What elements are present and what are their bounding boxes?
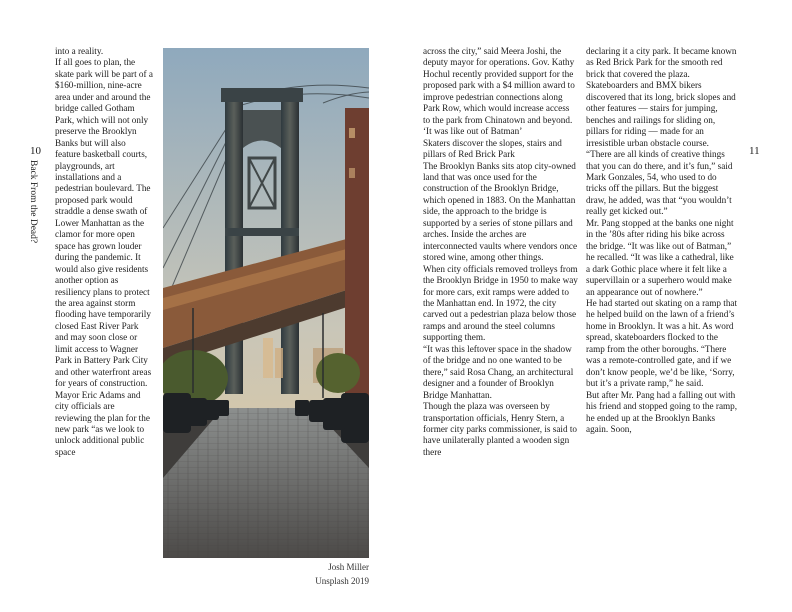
paragraph: “It was this leftover space in the shadow of the bridge and no one wanted to be there,” said Rosa Chang, an architectural designer and a founder of Brooklyn Bridge Manhattan. [423,343,574,400]
paragraph: into a reality. [55,46,104,56]
paragraph: When city officials removed trolleys from the Brooklyn Bridge in 1950 to make way for more cars, exit ramps were added to the Manhattan end. In 1972, the city carved out a pedestrian plaza below those ramps and around the steel columns supporting them. [423,263,578,343]
page-number-left: 10 [30,145,41,157]
paragraph: “There are all kinds of creative things that you can do there, and it’s fun,” said Mark Gonzales, 54, who used to do tricks off the pillars. But the biggest draw, he added, was that “you wouldn’t really get kicked out.” [586,149,733,217]
photo-credit-author: Josh Miller [328,562,369,572]
page-number-right: 11 [749,145,760,157]
photo-credit-source: Unsplash 2019 [315,576,369,586]
paragraph: across the city,” said Meera Joshi, the deputy mayor for operations. Gov. Kathy Hochul recently provided support for the proposed park with a $4 million award to improve pedestrian connections along Park Row, which would increase access to the park from Chinatown and beyond. [423,46,575,125]
paragraph: Mr. Pang stopped at the banks one night in the ’80s after riding his bike across the bridge. “It was like out of Batman,” he recalled. “It was like a cathedral, like a dark Gothic place where it felt like a supervillain or a superhero would make an appearance out of nowhere.” [586,217,734,297]
paragraph: Though the plaza was overseen by transportation officials, Henry Stern, a former city parks commissioner, is said to have unilaterally planted a wooden sign there [423,401,578,457]
column-1 [55,46,153,458]
column-2 [423,46,578,458]
paragraph: Skateboarders and BMX bikers discovered that its long, brick slopes and other features — stairs for jumping, benches and railings for sliding on, pillars for riding — made for an irresistible urban obstacle course. [586,80,736,148]
paragraph: If all goes to plan, the skate park will be part of a $160-million, nine-acre area under and around the bridge called Gotham Park, which will not only preserve the Brooklyn Banks but will also feature basketball courts, playgrounds, art installations and a pedestrian boulevard. The proposed park would straddle a dense swath of Lower Manhattan as the clamor for more open space has grown louder during the pandemic. It would also give residents another option as resiliency plans to protect the area against storm flooding have temporarily closed East River Park and may soon close or limit access to Wagner Park in Battery Park City and other waterfront areas for years of construction. Mayor Eric Adams and city officials are reviewing the plan for the new park “as we look to unlock additional public space [55,57,153,457]
column-3 [586,46,738,435]
paragraph: declaring it a city park. It became known as Red Brick Park for the smooth red brick that covered the plaza. [586,46,737,79]
paragraph: The Brooklyn Banks sits atop city-owned land that was once used for the construction of the Brooklyn Bridge, which opened in 1883. On the Manhattan side, the approach to the bridge is supported by a series of stone pillars and arches. Inside the arches are interconnected vaults where vendors once stored wine, among other things. [423,160,578,263]
subhead-dek: Skaters discover the slopes, stairs and pillars of Red Brick Park [423,137,562,160]
paragraph: But after Mr. Pang had a falling out with his friend and stopped going to the ramp, he ended up at the Brooklyn Banks again. Soon, [586,389,738,434]
running-head-text: Back From the Dead? [28,160,38,244]
paragraph: He had started out skating on a ramp that he helped build on the lawn of a friend’s home in Brooklyn. It was a hit. As word spread, skateboarders flocked to the ramp from the other boroughs. “There was a remote-controlled gate, and if we don’t know people, we’d be like, ‘Sorry, but it’s a private ramp,” he said. [586,297,738,389]
subhead: ‘It was like out of Batman’ [423,126,523,137]
bridge-photo [163,48,369,558]
running-head [26,160,42,244]
